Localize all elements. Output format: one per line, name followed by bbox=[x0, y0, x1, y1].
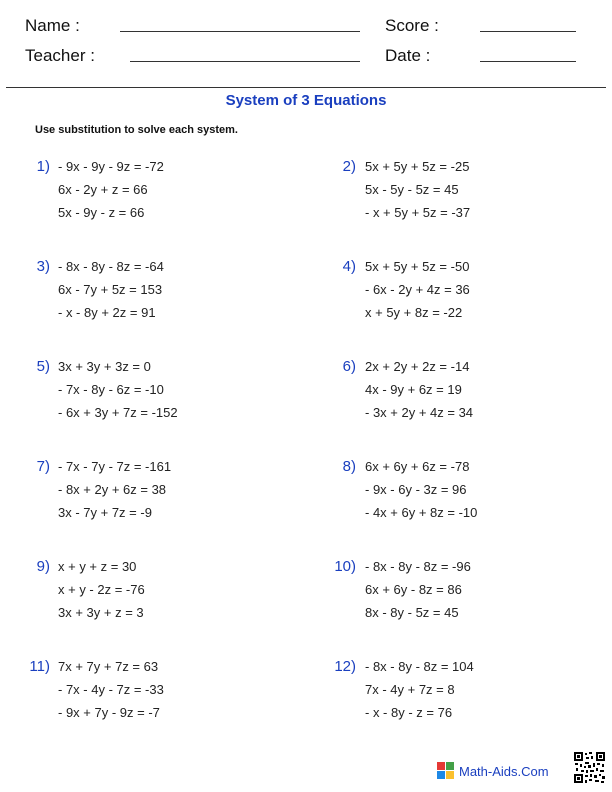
logo-quad-tr bbox=[446, 762, 454, 770]
equation: x + 5y + 8z = -22 bbox=[365, 305, 463, 320]
problem-number: 10) bbox=[334, 558, 356, 575]
equation: 7x + 7y + 7z = 63 bbox=[58, 659, 159, 674]
equation: - 8x - 8y - 8z = -96 bbox=[365, 559, 471, 574]
equation: 3x - 7y + 7z = -9 bbox=[58, 505, 152, 520]
equation: - 9x - 9y - 9z = -72 bbox=[58, 159, 164, 174]
brand-logo[interactable] bbox=[437, 762, 549, 780]
problem-number: 9) bbox=[36, 558, 50, 575]
header-divider bbox=[6, 87, 606, 88]
problem-number: 5) bbox=[36, 358, 50, 375]
name-label: Name : bbox=[25, 16, 80, 35]
equation: - 9x - 6y - 3z = 96 bbox=[365, 482, 467, 497]
instructions: Use substitution to solve each system. bbox=[35, 124, 238, 136]
equation: - 4x + 6y + 8z = -10 bbox=[365, 505, 478, 520]
equation: - 7x - 4y - 7z = -33 bbox=[58, 682, 164, 697]
teacher-field-line[interactable] bbox=[130, 61, 360, 62]
equation: - 8x + 2y + 6z = 38 bbox=[58, 482, 167, 497]
equation: 5x - 9y - z = 66 bbox=[58, 205, 145, 220]
equation: 6x - 2y + z = 66 bbox=[58, 182, 148, 197]
equation: - x + 5y + 5z = -37 bbox=[365, 205, 471, 220]
equation: 5x - 5y - 5z = 45 bbox=[365, 182, 459, 197]
problem-number: 3) bbox=[36, 258, 50, 275]
equation: 6x - 7y + 5z = 153 bbox=[58, 282, 163, 297]
equation: - 6x + 3y + 7z = -152 bbox=[58, 405, 178, 420]
equation: 2x + 2y + 2z = -14 bbox=[365, 359, 470, 374]
equation: 3x + 3y + 3z = 0 bbox=[58, 359, 151, 374]
equation: 4x - 9y + 6z = 19 bbox=[365, 382, 462, 397]
teacher-label: Teacher : bbox=[25, 46, 95, 65]
logo-quad-br bbox=[446, 771, 454, 779]
equation: 5x + 5y + 5z = -25 bbox=[365, 159, 470, 174]
score-field-line[interactable] bbox=[480, 31, 576, 32]
logo-quad-bl bbox=[437, 771, 445, 779]
logo-quad-tl bbox=[437, 762, 445, 770]
equation: - 9x + 7y - 9z = -7 bbox=[58, 705, 160, 720]
equation: 6x + 6y + 6z = -78 bbox=[365, 459, 470, 474]
worksheet-title: System of 3 Equations bbox=[225, 92, 387, 109]
qr-code-icon bbox=[573, 751, 606, 784]
equation: 8x - 8y - 5z = 45 bbox=[365, 605, 459, 620]
equation: x + y - 2z = -76 bbox=[58, 582, 145, 597]
equation: - 7x - 7y - 7z = -161 bbox=[58, 459, 172, 474]
problem-number: 8) bbox=[342, 458, 356, 475]
equation: 5x + 5y + 5z = -50 bbox=[365, 259, 470, 274]
problem-number: 7) bbox=[36, 458, 50, 475]
equation: - 7x - 8y - 6z = -10 bbox=[58, 382, 164, 397]
equation: x + y + z = 30 bbox=[58, 559, 137, 574]
equation: - 3x + 2y + 4z = 34 bbox=[365, 405, 474, 420]
problem-number: 12) bbox=[334, 658, 356, 675]
equation: - 8x - 8y - 8z = 104 bbox=[365, 659, 474, 674]
equation: 3x + 3y + z = 3 bbox=[58, 605, 144, 620]
problem-number: 4) bbox=[342, 258, 356, 275]
equation: - 8x - 8y - 8z = -64 bbox=[58, 259, 164, 274]
date-label: Date : bbox=[385, 46, 431, 65]
date-field-line[interactable] bbox=[480, 61, 576, 62]
problem-number: 6) bbox=[342, 358, 356, 375]
problem-number: 11) bbox=[29, 658, 50, 675]
problem-number: 1) bbox=[36, 158, 50, 175]
problem-number: 2) bbox=[342, 158, 356, 175]
equation: 6x + 6y - 8z = 86 bbox=[365, 582, 462, 597]
equation: - x - 8y + 2z = 91 bbox=[58, 305, 156, 320]
brand-name: Math-Aids.Com bbox=[459, 763, 549, 779]
equation: 7x - 4y + 7z = 8 bbox=[365, 682, 455, 697]
equation: - 6x - 2y + 4z = 36 bbox=[365, 282, 470, 297]
score-label: Score : bbox=[385, 16, 439, 35]
equation: - x - 8y - z = 76 bbox=[365, 705, 453, 720]
name-field-line[interactable] bbox=[120, 31, 360, 32]
calculator-icon bbox=[437, 762, 455, 780]
